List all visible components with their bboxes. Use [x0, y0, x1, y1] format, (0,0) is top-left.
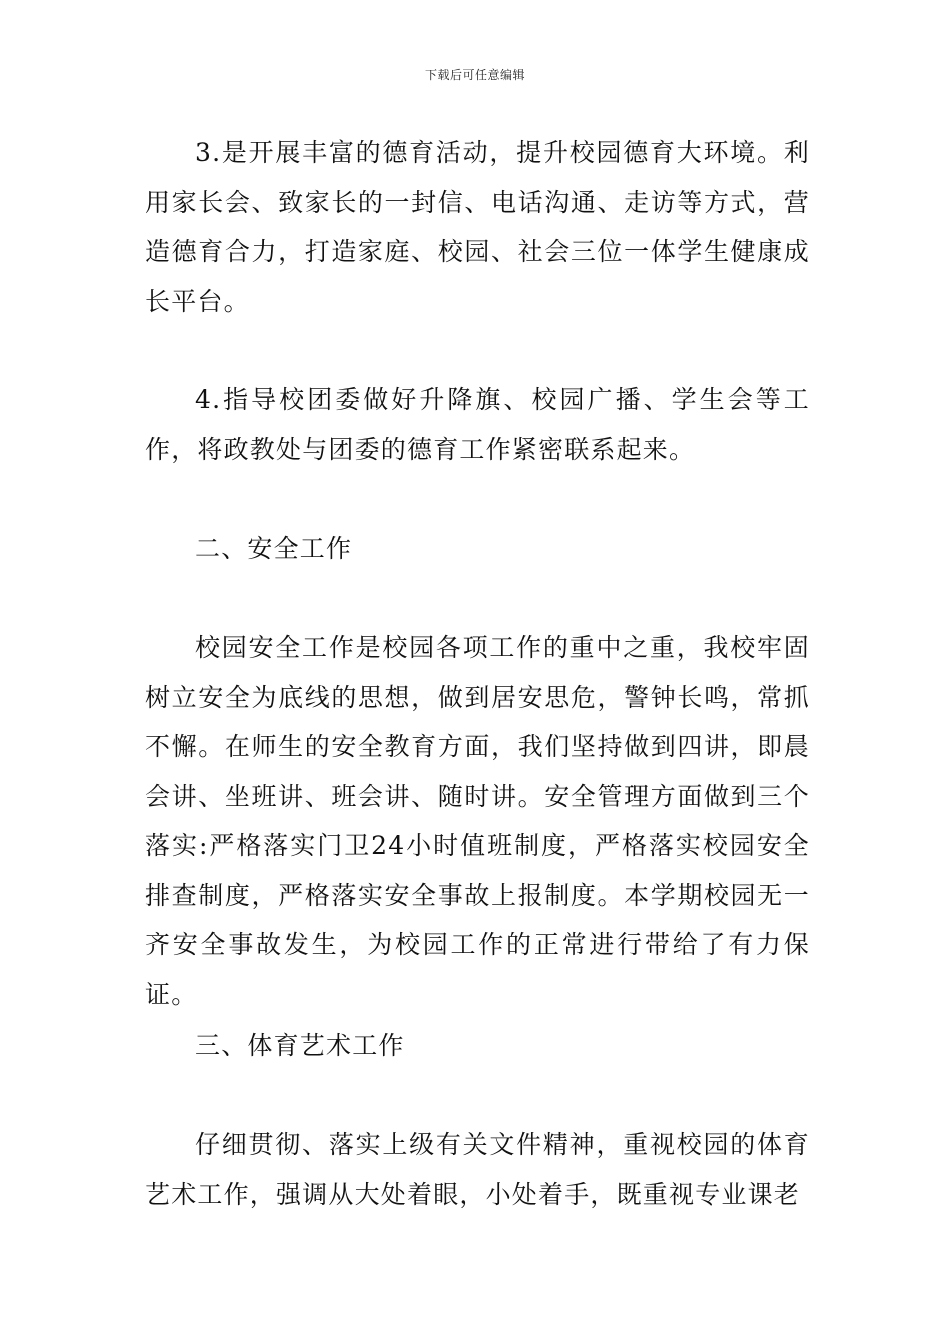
paragraph-safety-work: 校园安全工作是校园各项工作的重中之重，我校牢固树立安全为底线的思想，做到居安思危，警钟长鸣，常抓不懈。在师生的安全教育方面，我们坚持做到四讲，即晨会讲、坐班讲、班会讲、随时讲。安全管理方面做到三个落实:严格落实门卫24小时值班制度，严格落实校园安全排查制度，严格落实安全事故上报制度。本学期校园无一齐安全事故发生，为校园工作的正常进行带给了有力保证。: [145, 633, 810, 1009]
section-heading-safety: 二、安全工作: [195, 534, 353, 563]
paragraph-sports-arts-work: 仔细贯彻、落实上级有关文件精神，重视校园的体育艺术工作，强调从大处着眼，小处着手，既重视专业课老: [145, 1130, 810, 1209]
paragraph-item-3: 3.是开展丰富的德育活动，提升校园德育大环境。利用家长会、致家长的一封信、电话沟通、走访等方式，营造德育合力，打造家庭、校园、社会三位一体学生健康成长平台。: [145, 138, 810, 316]
section-heading-sports-arts: 三、体育艺术工作: [195, 1031, 405, 1060]
page-header-note: 下载后可任意编辑: [424, 68, 525, 82]
paragraph-item-4: 4.指导校团委做好升降旗、校园广播、学生会等工作，将政教处与团委的德育工作紧密联系起来。: [145, 385, 810, 464]
